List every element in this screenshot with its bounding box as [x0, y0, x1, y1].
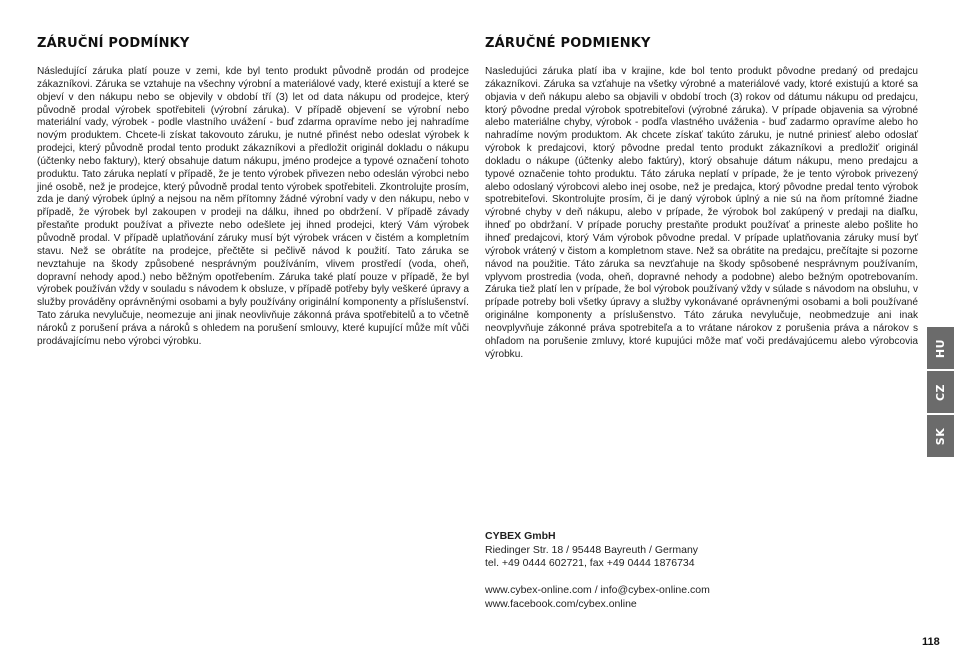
language-tabs: [927, 327, 954, 459]
company-address: Riedinger Str. 18 / 95448 Bayreuth / Germany: [485, 543, 699, 556]
slovak-heading: ZÁRUČNÉ PODMIENKY: [485, 36, 651, 51]
tab-hu[interactable]: [927, 327, 954, 369]
czech-warranty-section: [37, 36, 469, 349]
company-web-email: www.cybex-online.com / info@cybex-online.com: [485, 584, 710, 597]
tab-sk[interactable]: [927, 415, 954, 457]
contact-spacer: [485, 571, 785, 585]
slovak-warranty-section: [485, 36, 918, 361]
tab-hu-label: HU: [933, 338, 947, 358]
tab-cz[interactable]: [927, 371, 954, 413]
page-number: 118: [922, 636, 940, 648]
czech-heading: ZÁRUČNÍ PODMÍNKY: [37, 36, 190, 51]
czech-warranty-text: Následující záruka platí pouze v zemi, kde byl tento produkt původně prodán od prodejce zákazníkovi. Záruka se vztahuje na všechny výrobní a materiálové vady, které existují a které se objeví v den nákupu nebo se objevily v období tří (3) let od data nákupu od prodejce, který původně prodal výrobek spotřebiteli (výrobní záruka). V případě objevení se výrobní nebo materiální vady, výrobek - podle vlastního uvážení - buď zdarma opravíme nebo jej nahradíme novým produktem. Chcete-li získat takovouto záruku, je nutné přinést nebo odeslat výrobek k prodejci, který původně prodal tento produkt zákazníkovi a předložit originál dokladu o nákupu (účtenky nebo faktury), který obsahuje datum nákupu, jméno prodejce a typové označení tohoto produktu. Tato záruka neplatí v případě, že je tento výrobek přivezen nebo odeslán výrobci nebo jiné osobě, než je prodejce, který původně prodal tento výrobek spotřebiteli. Zkontrolujte prosím, zda je daný výrobek úplný a nejsou na něm přítomny žádné výrobní vady v den nákupu, nebo v případě, že výrobek byl zakoupen v prodeji na dálku, ihned po obdržení. V případě závady přestaňte produkt používat a přivezte nebo odešlete jej ihned prodejci, který Vám výrobek původně prodal. V případě uplatňování záruky musí být výrobek vrácen v čistém a kompletním stavu. Než se obrátíte na prodejce, přečtěte si pečlivě návod k použití. Tato záruka se nevztahuje na škody způsobené nesprávným používáním, vlivem prostředí (voda, oheň, dopravní nehody apod.) nebo běžným opotřebením. Záruka také platí pouze v případě, že byl výrobek používán vždy v souladu s návodem k obsluze, v případě potřeby byly veškeré úpravy a služby prováděny oprávněnými osobami a byly používány originální komponenty a příslušenství. Tato záruka nevylučuje, neomezuje ani jinak neovlivňuje zákonná práva spotřebitelů a to včetně nároků z porušení práva a nároků s ohledem na porušení smlouvy, které kupující může mít vůči prodávajícímu nebo výrobci výrobku.: [37, 66, 469, 347]
company-facebook: www.facebook.com/cybex.online: [485, 597, 637, 610]
company-name: CYBEX GmbH: [485, 530, 556, 542]
tab-sk-label: SK: [933, 427, 947, 445]
company-phone-fax: tel. +49 0444 602721, fax +49 0444 1876734: [485, 557, 695, 570]
tab-cz-label: CZ: [934, 383, 947, 401]
company-contact-block: [485, 530, 785, 612]
slovak-warranty-text: Nasledujúci záruka platí iba v krajine, kde bol tento produkt pôvodne predaný od predajcu zákazníkovi. Záruka sa vzťahuje na všetky výrobné a materiálové vady, ktoré existujú a ktoré sa objavia v deň nákupu alebo sa objavili v období troch (3) rokov od dátumu nákupu od predajcu, ktorý pôvodne predal výrobok spotrebiteľovi (výrobné záruka). V prípade objavenia sa výrobné alebo materiálne chyby, výrobok - podľa vlastného uváženia - buď zadarmo opravíme alebo ho nahradíme novým produktom. Ak chcete získať takúto záruku, je nutné priniesť alebo odoslať výrobok k predajcovi, ktorý pôvodne predal tento produkt zákazníkovi a predložiť originál dokladu o nákupe (účtenky alebo faktúry), ktorý obsahuje dátum nákupu, meno predajcu a typové označenie tohto produktu. Táto záruka neplatí v prípade, že je tento výrobok privezený alebo odoslaný výrobcovi alebo inej osobe, než je predajca, ktorý pôvodne predal tento výrobok spotrebiteľovi. Skontrolujte prosím, či je daný výrobok úplný a nie sú na ňom prítomné žiadne výrobné chyby v deň nákupu, alebo v prípade, že výrobok bol zakúpený v predaji na diaľku, ihneď po obdržaní. V prípade poruchy prestaňte produkt používať a prineste alebo pošlite ho ihneď predajcovi, ktorý Vám výrobok pôvodne predal. V prípade uplatňovania záruky musí byť výrobok vrátený v čistom a kompletnom stave. Než sa obrátite na predajcu, prečítajte si pozorne návod na použitie. Táto záruka sa nevzťahuje na škody spôsobené nesprávnym používaním, vplyvom prostredia (voda, oheň, dopravné nehody a podobne) alebo bežným opotrebovaním. Záruka tiež platí len v prípade, že bol výrobok používaný vždy v súlade s návodom na obsluhu, v prípade potreby boli všetky úpravy a služby vykonávané oprávnenými osobami a boli používané originálne komponenty a príslušenstvo. Táto záruka nevylučuje, neobmedzuje ani inak neovplyvňuje zákonné práva spotrebiteľa a to vrátane nárokov z porušenia práva a nárokov s ohľadom na porušenie zmluvy, ktoré kupujúci môže mať voči predávajúcemu alebo výrobcovia výrobku.: [485, 66, 918, 360]
